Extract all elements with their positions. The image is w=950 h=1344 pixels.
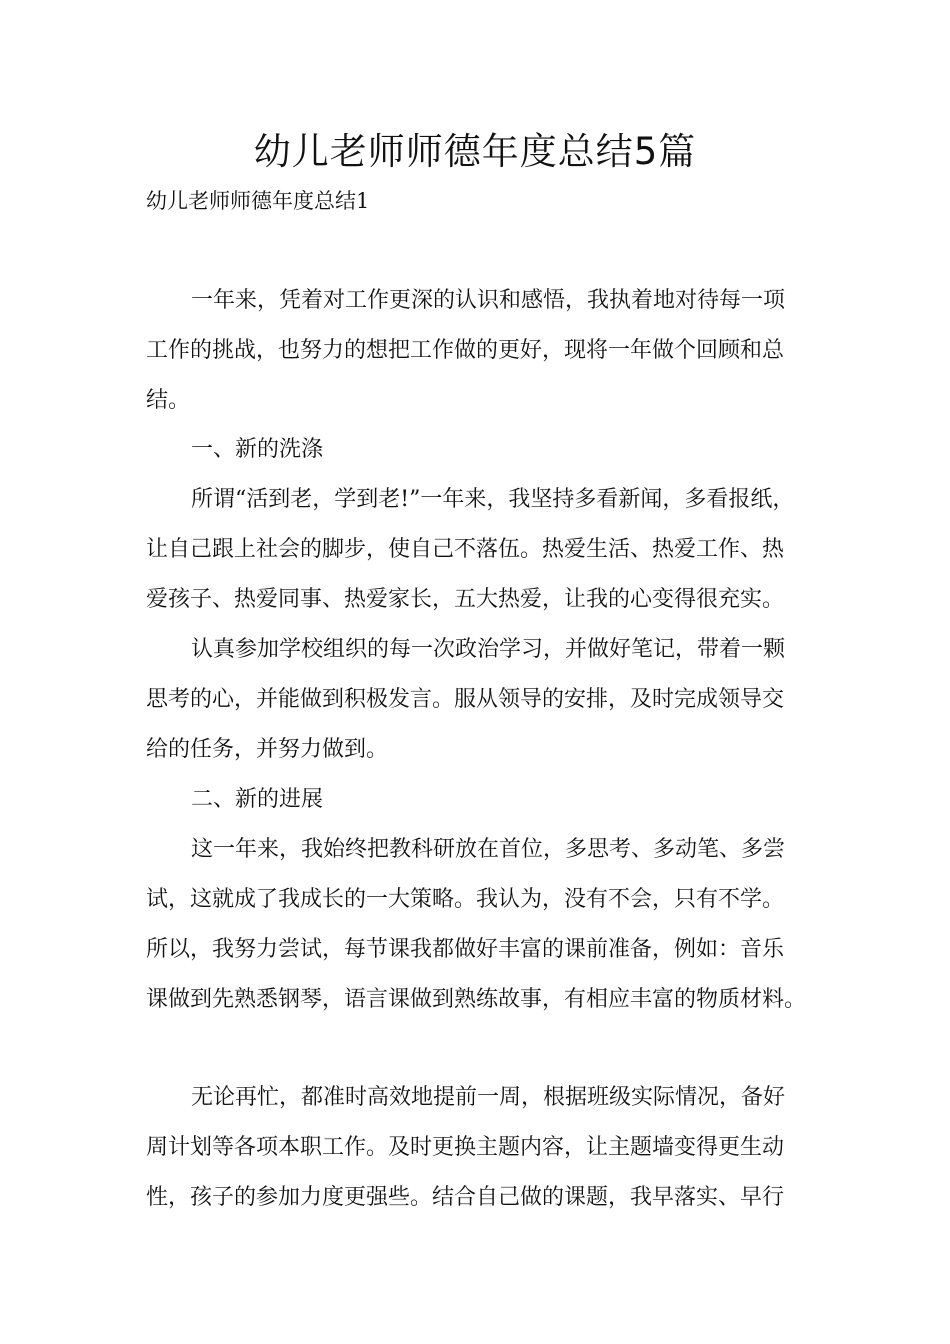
paragraph-line: 无论再忙，都准时高效地提前一周，根据班级实际情况，备好 [191, 1085, 786, 1110]
paragraph-line: 给的任务，并努力做到。 [146, 737, 389, 762]
paragraph-line: 思考的心，并能做到积极发言。服从领导的安排，及时完成领导交 [146, 687, 785, 712]
paragraph-line: 让自己跟上社会的脚步，使自己不落伍。热爱生活、热爱工作、热 [146, 537, 785, 562]
section-heading: 一、新的洗涤 [191, 437, 324, 462]
section-subtitle: 幼儿老师师德年度总结1 [146, 189, 370, 213]
paragraph-line: 工作的挑战，也努力的想把工作做的更好，现将一年做个回顾和总 [146, 338, 785, 363]
document-title: 幼儿老师师德年度总结5篇 [253, 130, 697, 173]
paragraph-line: 所以，我努力尝试，每节课我都做好丰富的课前准备，例如：音乐 [146, 937, 785, 962]
paragraph-line: 一年来，凭着对工作更深的认识和感悟，我执着地对待每一项 [191, 288, 786, 313]
paragraph-line: 这一年来，我始终把教科研放在首位，多思考、多动笔、多尝 [191, 837, 786, 862]
paragraph-line: 认真参加学校组织的每一次政治学习，并做好笔记，带着一颗 [191, 637, 786, 662]
paragraph-line: 爱孩子、热爱同事、热爱家长，五大热爱，让我的心变得很充实。 [146, 587, 785, 612]
paragraph-line: 试，这就成了我成长的一大策略。我认为，没有不会，只有不学。 [146, 887, 785, 912]
paragraph-line: 性，孩子的参加力度更强些。结合自己做的课题，我早落实、早行 [146, 1185, 785, 1210]
paragraph-line: 课做到先熟悉钢琴，语言课做到熟练故事，有相应丰富的物质材料。 [146, 987, 807, 1012]
section-heading: 二、新的进展 [191, 787, 324, 812]
paragraph-line: 结。 [146, 388, 191, 413]
paragraph-line: 所谓“活到老，学到老!”一年来，我坚持多看新闻，多看报纸， [191, 487, 795, 512]
paragraph-line: 周计划等各项本职工作。及时更换主题内容，让主题墙变得更生动 [146, 1135, 785, 1160]
